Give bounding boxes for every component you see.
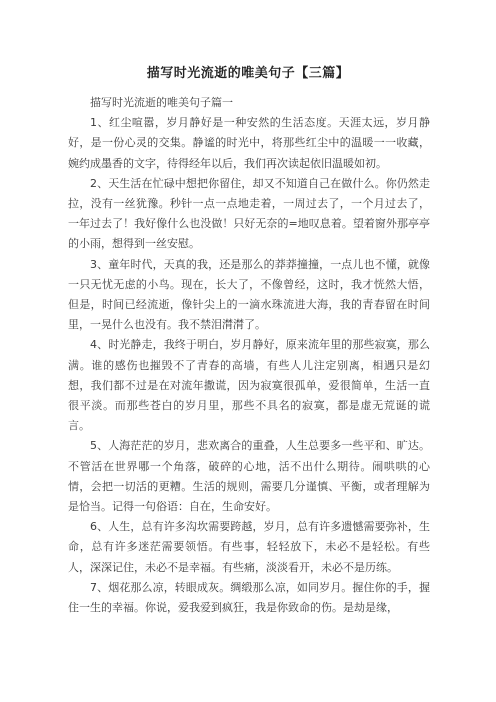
document-title: 描写时光流逝的唯美句子【三篇】: [146, 66, 350, 81]
paragraph-2: 2、天生活在忙碌中想把你留住，却又不知道自己在做什么。你仍然走拉，没有一丝犹豫。秒针一点一点地走着，一周过去了，一个月过去了，一年过去了！我好像什么也没做！只好无奈的=地叹息着。望着窗外那亭亭的小雨，想得到一丝安慰。: [68, 176, 430, 251]
paragraph-1: 1、红尘喧嚣，岁月静好是一种安然的生活态度。天涯太远，岁月静好，是一份心灵的交集。静谧的时光中，将那些红尘中的温暖一一收藏，婉约成墨香的文字，待得经年以后，我们再次读起依旧温暖如初。: [68, 116, 430, 170]
paragraph-7: 7、烟花那么凉，转眼成灰。绸缎那么凉，如同岁月。握住你的手，握住一生的幸福。你说，爱我爱到疯狂，我是你致命的伤。是劫是缘，: [68, 580, 430, 615]
paragraph-6: 6、人生，总有许多沟坎需要跨越，岁月，总有许多遗憾需要弥补，生命，总有许多迷茫需要领悟。有些事，轻轻放下，未必不是轻松。有些人，深深记住，未必不是幸福。有些痛，淡淡看开，未必不是历练。: [68, 520, 430, 574]
document-body: [68, 93, 430, 618]
paragraph-5: 5、人海茫茫的岁月，悲欢离合的重叠，人生总要多一些平和、旷达。不管活在世界哪一个角落，破碎的心地，活不出什么期待。闹哄哄的心情，会把一切活的更糟。生活的规则，需要几分谨慎、平衡，或者理解为是恰当。记得一句俗语：自在，生命安好。: [68, 439, 430, 514]
paragraph-3: 3、童年时代，天真的我，还是那么的莽莽撞撞，一点儿也不懂，就像一只无忧无虑的小鸟。现在，长大了，不像曾经，这时，我才恍然大悟，但是，时间已经流逝，像针尖上的一滴水珠流进大海，我的青春留在时间里，一晃什么也没有。我不禁泪潸潸了。: [68, 257, 430, 332]
paragraph-4: 4、时光静走，我终于明白，岁月静好，原来流年里的那些寂寞，那么满。谁的感伤也摧毁不了青春的高墙，有些人儿注定别离，相遇只是幻想，我们都不过是在对流年撒谎，因为寂寞很孤单，爱很简单，生活一直很平淡。而那些苍白的岁月里，那些不具名的寂寞，都是虚无荒诞的谎言。: [68, 338, 430, 433]
section-heading: 描写时光流逝的唯美句子篇一: [90, 96, 233, 109]
